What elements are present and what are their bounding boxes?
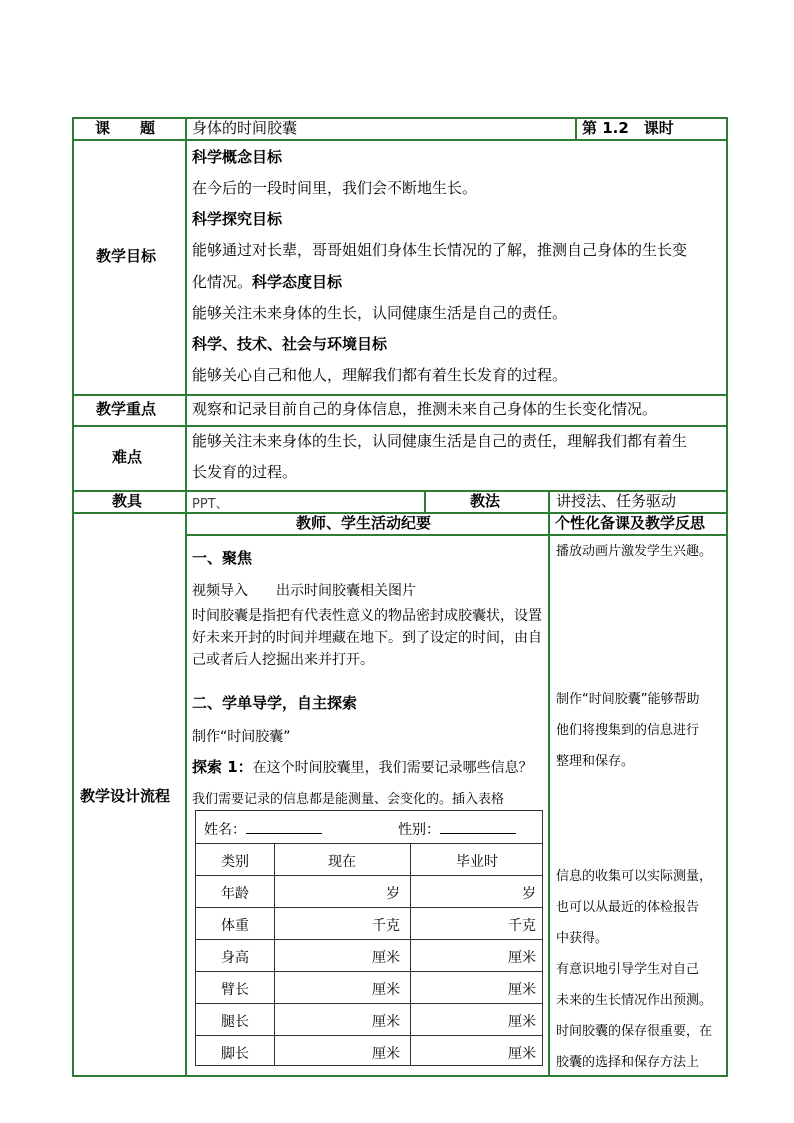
row-divider [72,139,728,141]
key-point-label: 教学重点 [96,400,157,418]
difficulty-label: 难点 [112,448,143,466]
table-cell: 千克 [372,918,400,934]
reflection-text: 播放动画片激发学生兴趣。 [556,544,713,559]
row-divider [72,394,728,396]
table-cell: 厘米 [372,1014,400,1030]
table-cell: 厘米 [508,1046,536,1062]
name-field-label: 姓名： [204,822,246,838]
table-header: 现在 [328,854,356,870]
reflection-text: 中获得。 [556,931,609,946]
table-cell: 厘米 [508,1014,536,1030]
capsule-description: 时间胶囊是指把有代表性意义的物品密封成胶囊状，设置 [192,608,542,624]
row-divider [72,425,728,427]
video-intro: 视频导入 出示时间胶囊相关图片 [192,583,416,599]
reflection-text: 他们将搜集到的信息进行 [556,723,700,738]
row-divider [185,534,728,536]
reflection-text: 也可以从最近的体检报告 [556,900,700,915]
capsule-description: 己或者后人挖掘出来并打开。 [192,652,374,668]
table-cell: 厘米 [372,950,400,966]
name-blank[interactable] [246,833,322,834]
reflection-column-header: 个性化备课及教学反思 [555,514,706,532]
record-note: 我们需要记录的信息都是能测量、会变化的。插入表格 [192,792,505,807]
flow-label: 教学设计流程 [80,787,171,805]
table-cell: 身高 [221,950,249,966]
table-cell: 岁 [386,886,400,902]
table-cell: 脚长 [221,1046,249,1062]
table-cell: 岁 [522,886,536,902]
col-divider [548,490,550,1077]
reflection-text: 未来的生长情况作出预测。 [556,993,713,1008]
method-value: 讲授法、任务驱动 [556,492,677,510]
objective-text: 在今后的一段时间里，我们会不断地生长。 [192,179,478,197]
activity-column-header: 教师、学生活动纪要 [296,514,432,532]
reflection-text: 整理和保存。 [556,754,635,769]
explore-question: 探索 1：在这个时间胶囊里，我们需要记录哪些信息？ [192,758,533,776]
subject-value: 身体的时间胶囊 [192,119,298,137]
table-header: 毕业时 [456,854,498,870]
section-title: 一、聚焦 [192,549,253,567]
subject-label: 课 题 [95,119,156,137]
reflection-text: 有意识地引导学生对自己 [556,962,700,977]
objective-text: 能够通过对长辈，哥哥姐姐们身体生长情况的了解，推测自己身体的生长变 [192,241,688,259]
reflection-text: 胶囊的选择和保存方法上 [556,1055,700,1070]
objective-heading: 科学、技术、社会与环境目标 [192,335,388,353]
objective-heading: 科学探究目标 [192,210,283,228]
table-cell: 厘米 [508,950,536,966]
table-cell: 厘米 [508,982,536,998]
reflection-text: 信息的收集可以实际测量， [556,869,713,884]
objective-text: 能够关心自己和他人，理解我们都有着生长发育的过程。 [192,366,568,384]
key-point-text: 观察和记录目前自己的身体信息，推测未来自己身体的生长变化情况。 [192,400,658,418]
col-divider [424,490,426,512]
method-label: 教法 [470,492,501,510]
difficulty-text: 能够关注未来身体的生长，认同健康生活是自己的责任，理解我们都有着生 [192,432,688,450]
table-header: 类别 [221,854,249,870]
objectives-label: 教学目标 [96,247,157,265]
table-cell: 臂长 [221,982,249,998]
make-capsule: 制作“时间胶囊” [192,729,291,745]
tools-label: 教具 [112,492,143,510]
table-cell: 千克 [508,918,536,934]
section-title: 二、学单导学，自主探索 [192,694,358,712]
record-table [195,810,543,1066]
objective-heading: 科学概念目标 [192,148,283,166]
table-cell: 年龄 [221,886,249,902]
gender-blank[interactable] [440,833,516,834]
col-divider [575,117,577,139]
gender-field-label: 性别： [398,822,440,838]
objective-text: 化情况。科学态度目标 [192,273,343,291]
table-cell: 厘米 [372,1046,400,1062]
tools-value: PPT、 [192,497,229,512]
table-cell: 体重 [221,918,249,934]
period-label: 第 1.2 课时 [582,119,674,137]
reflection-text: 制作“时间胶囊”能够帮助 [556,692,700,707]
capsule-description: 好未来开封的时间并埋藏在地下。到了设定的时间，由自 [192,630,542,646]
objective-text: 能够关注未来身体的生长，认同健康生活是自己的责任。 [192,304,568,322]
table-cell: 腿长 [221,1014,249,1030]
table-cell: 厘米 [372,982,400,998]
col-divider [185,117,187,1077]
difficulty-text: 长发育的过程。 [192,463,298,481]
reflection-text: 时间胶囊的保存很重要，在 [556,1024,713,1039]
